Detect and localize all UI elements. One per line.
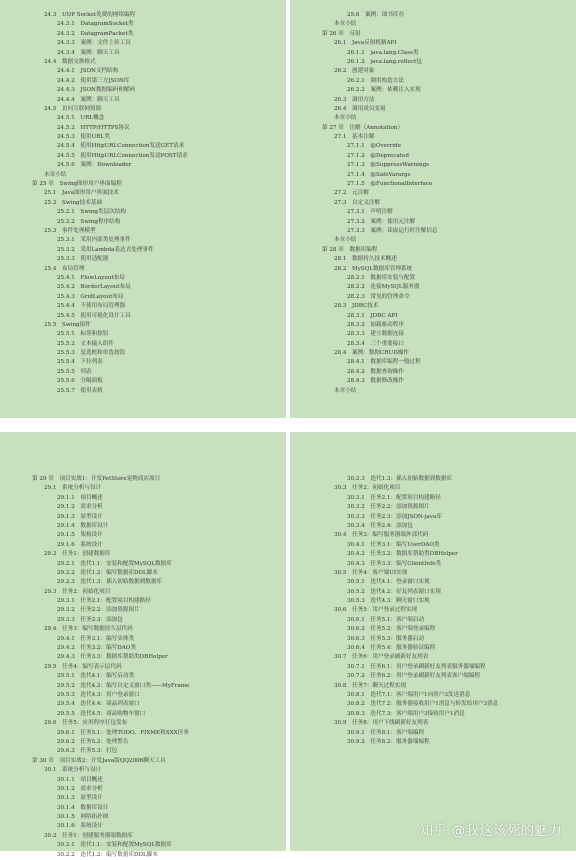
toc-entry: 30.1 系统分析与设计 <box>44 767 102 774</box>
toc-entry: 30.5.2 迭代4.2：好友列表窗口实现 <box>347 588 441 595</box>
toc-entry: 25.4.3 GridLayout布局 <box>57 293 124 300</box>
toc-entry: 24.4 数据交换格式 <box>44 58 96 65</box>
toc-entry: 24.5.6 案例：Downloader <box>57 162 132 169</box>
toc-entry: 26.1.1 java.lang.Class类 <box>347 49 419 56</box>
toc-entry: 30.4 任务3：编写服务器端外部代码 <box>334 532 429 539</box>
toc-entry: 26.1 Java反射机制API <box>334 40 397 47</box>
toc-entry: 29.1.6 系统设计 <box>57 541 103 548</box>
toc-entry: 24.5.4 使用HttpURLConnection发送GET请求 <box>57 143 185 150</box>
toc-entry: 25.2.2 Swing程序结构 <box>57 218 121 225</box>
toc-entry: 30.2.2 迭代1.2：编写数据库DDL脚本 <box>57 851 158 858</box>
toc-entry: 24.4.1 JSON文档结构 <box>57 68 119 75</box>
toc-list <box>0 475 286 860</box>
toc-entry: 25.2.1 Swing类层次结构 <box>57 209 126 216</box>
toc-entry: 29.5.2 迭代4.2：编写自定义窗口类——MyFrame <box>57 682 190 689</box>
toc-entry: 28.2.2 连接MySQL服务器 <box>347 284 420 291</box>
toc-entry: 26.2.2 案例：依赖注入实现 <box>347 87 421 94</box>
toc-entry: 29.1 系统分析与设计 <box>44 485 102 492</box>
toc-entry: 26.1.2 java.lang.reflect包 <box>347 58 422 65</box>
toc-entry: 29.6.3 任务5.3：打包 <box>57 748 118 755</box>
toc-entry: 30.1.5 网络拓扑图 <box>57 814 109 821</box>
toc-entry: 29.4 任务3：编写数据持久层代码 <box>44 626 133 633</box>
toc-entry: 30.1.6 系统设计 <box>57 823 103 830</box>
toc-entry: 30.8.3 迭代7.3：客户端用户3接收用户1消息 <box>347 710 465 717</box>
toc-entry: 30.7.2 任务6.2：用户登录刷新好友列表客户端编程 <box>347 673 480 680</box>
toc-entry: 29.4.3 任务3.3：数据库帮助类DBHelper <box>57 654 168 661</box>
toc-entry: 30.8.1 迭代7.1：客户端用户1向用户3发送消息 <box>347 691 471 698</box>
toc-list <box>290 11 576 396</box>
toc-entry: 28.3.2 加载驱动程序 <box>347 321 404 328</box>
toc-entry: 本章小结 <box>334 237 357 244</box>
toc-entry: 30.5.1 迭代4.1：登录窗口实现 <box>347 579 430 586</box>
toc-entry: 29.3 任务2：初始化项目 <box>44 588 111 595</box>
toc-chapter-entry: 第 26 章 反射 <box>322 30 361 37</box>
toc-entry: 24.3 UDP Socket免费的网络编程 <box>44 12 136 18</box>
toc-entry: 27.1.3 @SuppressWarnings <box>347 162 430 169</box>
toc-entry: 30.1.1 项目概述 <box>57 776 103 783</box>
toc-entry: 27.1.1 @Override <box>347 143 402 150</box>
zhihu-watermark: 知乎 @我这该死的魅力 <box>419 823 562 839</box>
toc-entry: 30.7.1 任务6.1：用户登录刷新好友列表服务器端编程 <box>347 663 486 670</box>
toc-entry: 30.5.3 迭代4.3：聊天窗口实现 <box>347 598 430 605</box>
toc-entry: 28.3.3 建立数据连接 <box>347 331 404 338</box>
toc-entry: 30.1.4 数据库设计 <box>57 804 109 811</box>
toc-entry: 25.3.1 采用内部类处理事件 <box>57 237 131 244</box>
toc-entry: 30.9.1 任务8.1：客户端编程 <box>347 729 425 736</box>
toc-entry: 25.1 Java图形用户界面技术 <box>44 190 119 197</box>
toc-entry: 27.1.2 @Deprecated <box>347 152 409 159</box>
toc-entry: 26.3 调用方法 <box>334 96 375 103</box>
toc-chapter-entry: 第 27 章 注解（Annotation） <box>322 124 404 131</box>
toc-entry: 28.4.2 数据查询操作 <box>347 368 404 375</box>
toc-entry: 30.9 任务8：用户下线刷新好友列表 <box>334 720 429 727</box>
toc-chapter-entry: 第 30 章 项目实战2：开发Java版QQ2006聊天工具 <box>32 757 166 764</box>
toc-entry: 24.4.2 使用第三方JSON库 <box>57 77 130 84</box>
toc-entry: 29.1.1 项目概述 <box>57 494 103 501</box>
toc-entry: 25.4.1 FlowLayout布局 <box>57 274 125 281</box>
toc-entry: 本章小结 <box>44 171 67 178</box>
toc-entry: 29.3.3 任务2.3：添加包 <box>57 616 123 623</box>
toc-entry: 本章小结 <box>334 115 357 122</box>
toc-entry: 29.2.1 迭代1.1：安装和配置MySQL数据库 <box>57 560 172 567</box>
toc-entry: 27.3 自定义注解 <box>334 199 381 206</box>
toc-entry: 24.4.3 JSON数据编码和解码 <box>57 87 136 94</box>
toc-entry: 29.6 任务5：应用程序打包发布 <box>44 720 128 727</box>
toc-entry: 25.5.5 列表 <box>57 368 92 375</box>
toc-entry: 29.1.5 架构设计 <box>57 532 103 539</box>
toc-entry: 25.4.5 使用可视化设计工具 <box>57 312 131 319</box>
toc-entry: 30.8.2 迭代7.2：服务器接收用户1消息与转发给用户3消息 <box>347 701 499 708</box>
toc-chapter-entry: 第 28 章 数据库编程 <box>322 246 378 253</box>
toc-entry: 30.3.1 任务2.1：配置项目构建路径 <box>347 494 441 501</box>
toc-entry: 30.9.2 任务8.2：服务器端编程 <box>347 738 430 745</box>
toc-entry: 25.5 Swing组件 <box>44 321 91 328</box>
toc-entry: 26.2 创建对象 <box>334 68 375 75</box>
toc-entry: 28.4.3 数据修改操作 <box>347 378 404 385</box>
toc-entry: 30.2.1 迭代1.1：安装和配置MySQL数据库 <box>57 842 172 849</box>
toc-entry: 30.3 任务2：初始化项目 <box>334 485 401 492</box>
toc-entry: 30.4.2 任务3.2：数据库帮助类DBHelper <box>347 551 458 558</box>
toc-entry: 30.8 任务7：聊天过程实现 <box>334 682 406 689</box>
toc-entry: 25.5.1 标签和按钮 <box>57 331 109 338</box>
toc-entry: 30.6.4 任务5.4：服务器验证编程 <box>347 645 436 652</box>
toc-entry: 25.5.7 使用表格 <box>57 387 103 394</box>
toc-chapter-entry: 第 25 章 Swing图形用户界面编程 <box>32 181 122 188</box>
toc-entry: 29.1.2 需求分析 <box>57 504 103 511</box>
toc-list <box>0 11 286 396</box>
toc-entry: 25.6 案例：图书库存 <box>347 12 405 18</box>
toc-entry: 24.5.3 使用URL类 <box>57 134 110 141</box>
toc-entry: 25.4 布局管理 <box>44 265 85 272</box>
toc-panel-bottom-right <box>290 432 576 851</box>
toc-entry: 24.5.2 HTTP/HTTPS协议 <box>57 124 130 131</box>
toc-entry: 24.3.3 案例：文件上传工具 <box>57 40 131 47</box>
toc-entry: 30.1.3 原型设计 <box>57 795 103 802</box>
toc-entry: 29.4.1 任务3.1：编写实体类 <box>57 635 135 642</box>
toc-entry: 29.3.2 任务2.2：添加资源图片 <box>57 607 140 614</box>
toc-entry: 28.2.1 数据库安装与配置 <box>347 274 416 281</box>
toc-entry: 24.3.4 案例：聊天工具 <box>57 49 120 56</box>
toc-panel-bottom-left <box>0 432 286 858</box>
toc-entry: 30.3.2 任务2.2：添加资源图片 <box>347 504 430 511</box>
toc-entry: 30.4.3 任务3.3：编写ClientInfo类 <box>347 560 442 567</box>
toc-list <box>290 475 576 747</box>
toc-entry: 30.5 任务4：客户端UI实现 <box>334 569 408 576</box>
toc-entry: 29.4.2 任务3.2：编写DAO类 <box>57 645 136 652</box>
toc-entry: 25.3.3 使用适配器 <box>57 256 109 263</box>
toc-entry: 30.6.3 任务5.3：服务器启动 <box>347 635 425 642</box>
toc-entry: 26.4 调用成员变量 <box>334 105 386 112</box>
toc-entry: 29.6.1 任务5.1：处理TODO、FIXME和XXX任务 <box>57 729 189 736</box>
toc-entry: 29.3.1 任务2.1：配置项目构建路径 <box>57 598 151 605</box>
toc-entry: 25.3.2 采用Lambda表达式处理事件 <box>57 246 154 253</box>
toc-entry: 25.5.2 文本输入组件 <box>57 340 114 347</box>
toc-entry: 25.4.4 不使用布局管理器 <box>57 303 126 310</box>
toc-entry: 25.4.2 BorderLayout布局 <box>57 284 131 291</box>
toc-entry: 29.2.2 迭代1.2：编写数据库DDL脚本 <box>57 569 158 576</box>
toc-entry: 30.4.1 任务3.1：编写UserDAO类 <box>347 541 440 548</box>
toc-entry: 24.5 访问互联网资源 <box>44 105 102 112</box>
toc-entry: 25.3 事件处理模型 <box>44 227 96 234</box>
toc-entry: 24.3.1 DatagramSocket类 <box>57 21 134 28</box>
toc-entry: 25.5.6 分隔面板 <box>57 378 103 385</box>
toc-entry: 27.1.4 @SafeVarargs <box>347 171 411 178</box>
toc-entry: 26.2.1 调用构造方法 <box>347 77 404 84</box>
toc-entry: 30.6.2 任务5.2：客户端登录编程 <box>347 626 436 633</box>
toc-entry: 25.5.4 下拉列表 <box>57 359 103 366</box>
toc-entry: 30.2.3 迭代1.3：插入初始数据到数据库 <box>347 476 453 482</box>
toc-entry: 27.2 元注解 <box>334 190 369 197</box>
toc-entry: 28.3.4 三个重要接口 <box>347 340 404 347</box>
toc-entry: 28.3.1 JDBC API <box>347 312 398 319</box>
toc-entry: 本章小结 <box>334 21 357 28</box>
toc-entry: 29.1.3 原型设计 <box>57 513 103 520</box>
toc-entry: 28.4 案例：数据CRUD操作 <box>334 350 409 357</box>
toc-entry: 29.5.1 迭代4.1：编写启动类 <box>57 673 135 680</box>
toc-entry: 30.3.4 任务2.4：添加包 <box>347 522 413 529</box>
toc-entry: 本章小结 <box>334 387 357 394</box>
toc-entry: 30.2 任务1：创建服务器端数据库 <box>44 832 133 839</box>
toc-entry: 27.1.5 @FunctionalInterface <box>347 181 433 188</box>
toc-entry: 25.5.3 复选框和单选按钮 <box>57 350 126 357</box>
toc-entry: 30.3.3 任务2.3：添加JSON-java库 <box>347 513 442 520</box>
toc-entry: 30.6 任务5：用户登录过程实现 <box>334 607 418 614</box>
toc-entry: 24.5.5 使用HttpURLConnection发送POST请求 <box>57 152 188 159</box>
toc-entry: 27.3.1 声明注解 <box>347 209 393 216</box>
toc-entry: 29.2 任务1：创建数据库 <box>44 551 111 558</box>
toc-entry: 28.3 JDBC技术 <box>334 303 379 310</box>
toc-entry: 24.4.4 案例：聊天工具 <box>57 96 120 103</box>
toc-entry: 29.5 任务4：编写表示层代码 <box>44 663 122 670</box>
toc-entry: 30.1.2 需求分析 <box>57 785 103 792</box>
toc-entry: 30.7 任务6：用户登录刷新好友列表 <box>334 654 429 661</box>
toc-entry: 28.4.1 数据库编程一般过程 <box>347 359 421 366</box>
toc-entry: 29.6.2 任务5.2：处理警告 <box>57 738 129 745</box>
toc-entry: 27.1 基本注解 <box>334 134 375 141</box>
toc-entry: 29.1.4 数据库设计 <box>57 522 109 529</box>
toc-chapter-entry: 第 29 章 项目实战1：开发PetStore宠物商店项目 <box>32 476 161 482</box>
toc-entry: 28.2 MySQL数据库管理系统 <box>334 265 413 272</box>
toc-entry: 28.1 数据持久技术概述 <box>334 256 397 263</box>
toc-entry: 27.3.3 案例：读取运行时注解信息 <box>347 227 438 234</box>
toc-entry: 29.5.3 迭代4.3：用户登录窗口 <box>57 691 140 698</box>
toc-entry: 30.6.1 任务5.1：客户端启动 <box>347 616 425 623</box>
toc-entry: 28.2.3 常见的管理命令 <box>347 293 410 300</box>
toc-entry: 24.5.1 URL概念 <box>57 115 105 122</box>
toc-entry: 29.2.3 迭代1.3：插入初始数据到数据库 <box>57 579 163 586</box>
toc-entry: 27.3.2 案例：使用元注解 <box>347 218 416 225</box>
toc-entry: 29.5.5 迭代4.5：商品购物车窗口 <box>57 710 146 717</box>
toc-entry: 24.3.2 DatagramPacket类 <box>57 30 134 37</box>
toc-entry: 25.2 Swing技术基础 <box>44 199 103 206</box>
toc-panel-top-right <box>290 0 576 418</box>
toc-entry: 29.5.4 迭代4.4：商品列表窗口 <box>57 701 140 708</box>
toc-panel-top-left <box>0 0 286 418</box>
